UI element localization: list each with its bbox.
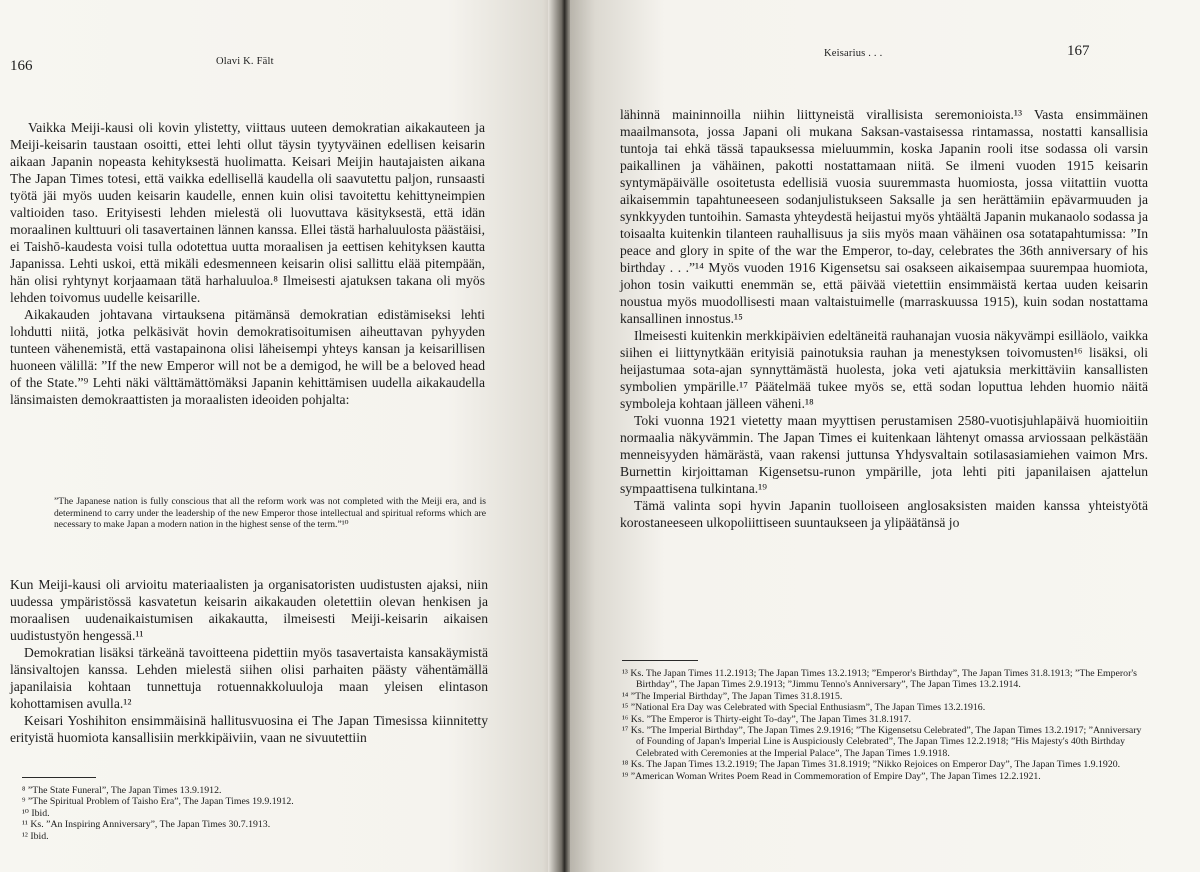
paragraph: Keisari Yoshihiton ensimmäisinä hallitusvuosina ei The Japan Timesissa kiinnitetty erityistä huomiota kansallisiin merkkipäiviin, vaan ne sivuutettiin bbox=[10, 713, 488, 745]
footnotes bbox=[622, 668, 1142, 782]
footnote: ⁹ ”The Spiritual Problem of Taisho Era”, The Japan Times 19.9.1912. bbox=[22, 796, 294, 808]
paragraph: Tämä valinta sopi hyvin Japanin tuolloiseen anglosaksisten maiden kanssa yhteistyötä korostaneeseen ulkopoliittiseen suuntaukseen ja ylipäätänsä jo bbox=[620, 498, 1148, 530]
body-text-top bbox=[10, 119, 485, 408]
footnote: ¹³ Ks. The Japan Times 11.2.1913; The Japan Times 13.2.1913; ”Emperor's Birthday”, The Japan Times 31.8.1913; ”The Emperor's Birthday”, The Japan Times 2.9.1913; ”Jimmu Tenno's Anniversary”, The Japan Times 13.2.1914. bbox=[622, 668, 1137, 691]
page-number: 167 bbox=[1067, 43, 1090, 59]
page-number: 166 bbox=[10, 58, 33, 74]
body-text-bottom bbox=[10, 576, 488, 746]
footnote: ¹⁰ Ibid. bbox=[22, 807, 50, 819]
footnote: ¹⁴ ”The Imperial Birthday”, The Japan Times 31.8.1915. bbox=[622, 690, 843, 702]
footnote-rule bbox=[622, 660, 698, 661]
left-page bbox=[0, 0, 560, 872]
footnote: ¹⁸ Ks. The Japan Times 13.2.1919; The Japan Times 31.8.1919; ”Nikko Rejoices on Emperor Day”, The Japan Times 1.9.1920. bbox=[622, 759, 1121, 771]
footnote: ¹⁶ Ks. ”The Emperor is Thirty-eight To-day”, The Japan Times 31.8.1917. bbox=[622, 713, 911, 725]
footnote: ¹⁵ ”National Era Day was Celebrated with Special Enthusiasm”, The Japan Times 13.2.1916. bbox=[622, 702, 986, 714]
footnote-rule bbox=[22, 777, 96, 778]
paragraph: Aikakauden johtavana virtauksena pitämänsä demokratian edistämiseksi lehti lohdutti niitä, jotka pelkäsivät hovin demokratisoitumisen aiheuttavan pyhyyden tunteen vähenemistä, että vastapainona olisi läheisempi yhteys kansan ja keisarillisen huoneen välillä: ”If the new Emperor will not be a demigod, he will be a beloved head of the State.”⁹ Lehti näki välttämättömäksi Japanin kehittämisen uudella aikakaudella länsimaisten demokraattisten ja moraalisten ideoiden pohjalta: bbox=[10, 307, 485, 407]
paragraph: Ilmeisesti kuitenkin merkkipäivien edeltäneitä rauhanajan vuosia näkyvämpi esilläolo, vaikka siihen ei liittynytkään erityisiä painotuksia rauhan ja menestyksen toivomusten¹⁶ lisäksi, oli heijastumaa sota-ajan synnyttämästä huolesta, joka veti ajatuksia merkittäviin kansallisten symbolien ympärille.¹⁷ Päätelmää tukee myös se, että sodan loputtua lehden huomio näitä symboleja kohtaan jälleen väheni.¹⁸ bbox=[620, 328, 1148, 411]
footnote: ¹¹ Ks. ”An Inspiring Anniversary”, The Japan Times 30.7.1913. bbox=[22, 819, 271, 831]
paragraph: Vaikka Meiji-kausi oli kovin ylistetty, viittaus uuteen demokratian aikakauteen ja Meiji-keisarin taustaan osoitti, ettei lehti ollut täysin tyytyväinen edellisen keisarin aikaan Japanin nopeasta kehityksestä huolimatta. Keisari Meijin hautajaisten aikana The Japan Times totesi, että vaikka edellisellä kaudella oli saavutettu paljon, runsaasti työtä jäi myös uuden keisarin kaudelle, ennen kuin olisi tavoitettu kehittyneimpien valtioiden taso. Erityisesti lehden mielestä oli luovuttava käsityksestä, että idän moraalinen kulttuuri oli tasavertainen lännen kanssa. Ellei tästä harhaluulosta päästäisi, ei Taishō-kaudesta voisi tulla odotettua uutta moraalisen ja eettisen kehityksen kautta Japanissa. Lehti uskoi, että mikäli edesmenneen keisarin olisi sallittu elää pitempään, hän olisi ryhtynyt korjaamaan tätä harhaluuloa.⁸ Ilmeisesti ajatuksen takana oli myös lehden toivomus uudelle keisarille. bbox=[10, 120, 485, 305]
footnotes bbox=[22, 785, 482, 842]
right-page bbox=[570, 0, 1200, 872]
footnote: ⁸ ”The State Funeral”, The Japan Times 13.9.1912. bbox=[22, 785, 222, 796]
paragraph: Demokratian lisäksi tärkeänä tavoitteena pidettiin myös tasavertaista kansakäymistä länsivaltojen kanssa. Lehden mielestä siihen olisi parhaiten päästy vähentämällä japanilaisia kohtaan tunnettuja rotuennakkoluuloja maan yleisen elintason kohottamisen avulla.¹² bbox=[10, 645, 488, 711]
footnote: ¹⁷ Ks. ”The Imperial Birthday”, The Japan Times 2.9.1916; ”The Kigensetsu Celebrated”, The Japan Times 13.2.1917; ”Anniversary of Founding of Japan's Imperial Line is Auspiciously Celebrated”, The Japan Times 12.2.1918; ”His Majesty's 40th Birthday Celebrated with Ceremonies at the Imperial Palace”, The Japan Times 1.9.1918. bbox=[622, 725, 1142, 759]
block-quote: ”The Japanese nation is fully conscious that all the reform work was not completed with the Meiji era, and is determinend to carry under the leadership of the new Emperor those intellectual and spiritual reforms which are necessary to make Japan a modern nation in the highest sense of the term.”¹⁰ bbox=[54, 496, 486, 530]
footnote: ¹⁹ ”American Woman Writes Poem Read in Commemoration of Empire Day”, The Japan Times 12.2.1921. bbox=[622, 770, 1041, 782]
footnote: ¹² Ibid. bbox=[22, 830, 49, 842]
running-head: Olavi K. Fält bbox=[216, 56, 274, 67]
body-text bbox=[620, 106, 1148, 531]
paragraph: Kun Meiji-kausi oli arvioitu materiaalisten ja organisatoristen uudistusten ajaksi, niin uudessa ympäristössä kasvatetun keisarin aikakauden oletettiin olevan henkisen ja moraalisen uudenaikaistumisen aikakautta, ilmeisesti Meiji-keisarin aikaisen uudistustyön hengessä.¹¹ bbox=[10, 577, 488, 643]
running-head: Keisarius . . . bbox=[824, 48, 883, 59]
paragraph: Toki vuonna 1921 vietetty maan myyttisen perustamisen 2580-vuotisjuhlapäivä huomioitiin normaalia näkyvämmin. The Japan Times ei kuitenkaan lähtenyt omassa arviossaan pelkästään menneisyyden hämärästä, vaan rakensi juttunsa Yhdysvaltain sotilasasiamiehen vaimon Mrs. Burnettin kirjoittaman Kigensetsu-runon ympärille, jota lehti piti japanilaisen ajattelun sympaattisena tulkintana.¹⁹ bbox=[620, 413, 1148, 496]
paragraph: lähinnä maininnoilla niihin liittyneistä virallisista seremonioista.¹³ Vasta ensimmäinen maailmansota, jossa Japani oli mukana Saksan-vastaisessa rintamassa, nostatti kansallisia tuntoja tai ehkä tässä tapauksessa mieluummin, koska Japanin rooli itse sodassa oli varsin paikallinen ja vähäinen, pakotti nostattamaan niitä. Se ilmeni vuoden 1915 keisarin syntymäpäivälle osoitetusta edellisiä vuosia suuremmasta huomiosta, jossa viitattiin vuotta aikaisemmin tapahtuneeseen sodanjulistukseen Saksalle ja sen herättämiin epävarmuuden ja synkkyyden tuntoihin. Samasta yhteydestä heijastui myös yhtäältä Japanin mukanaolo sodassa ja toisaalta kuitenkin tilanteen rauhallisuus ja siis myös maan vähäinen osa sotatapahtumissa: ”In peace and glory in spite of the war the Emperor, to-day, celebrates the 36th anniversary of his birthday . . .”¹⁴ Myös vuoden 1916 Kigensetsu sai osakseen aikaisempaa suurempaa huomiota, johon tosin vaikutti enemmän se, että päivää vietettiin ensimmäistä kertaa uuden keisarin noustua myös muodollisesti maan valtaistuimelle (marraskuussa 1915), kuin sodan nostattama kansallinen innostus.¹⁵ bbox=[620, 107, 1148, 326]
